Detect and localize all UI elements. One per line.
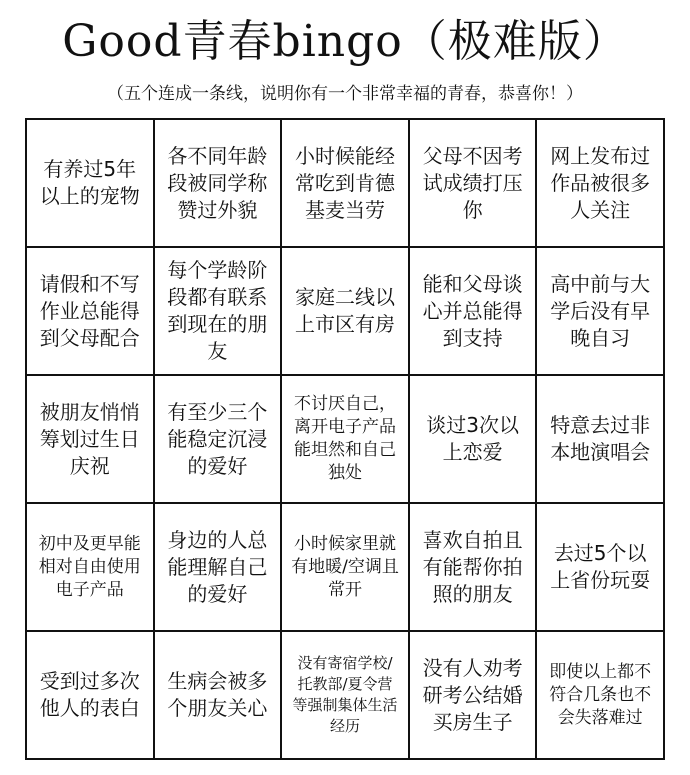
- bingo-cell-r1-c5: [537, 120, 663, 246]
- bingo-cell-text: 能和父母谈心并总能得到支持: [422, 271, 523, 350]
- page-subtitle: （五个连成一条线，说明你有一个非常幸福的青春，恭喜你！）: [107, 84, 583, 104]
- bingo-cell-r5-c3: [282, 632, 408, 758]
- bingo-grid: [25, 118, 665, 760]
- bingo-cell-text: 即使以上都不符合几条也不会失落难过: [549, 661, 652, 728]
- bingo-cell-r3-c3: [282, 376, 408, 502]
- bingo-cell-text: 特意去过非本地演唱会: [550, 413, 651, 464]
- bingo-cell-r5-c1: [27, 632, 153, 758]
- bingo-cell-text: 有至少三个能稳定沉浸的爱好: [167, 399, 268, 478]
- bingo-cell-text: 家庭二线以上市区有房: [294, 285, 395, 336]
- bingo-cell-r1-c2: [155, 120, 281, 246]
- bingo-cell-r2-c2: [155, 248, 281, 374]
- bingo-cell-r3-c4: [410, 376, 536, 502]
- bingo-cell-text: 生病会被多个朋友关心: [167, 669, 268, 720]
- bingo-cell-text: 受到过多次他人的表白: [39, 669, 140, 720]
- bingo-cell-text: 去过5个以上省份玩耍: [550, 541, 651, 592]
- bingo-cell-r3-c1: [27, 376, 153, 502]
- bingo-cell-r5-c5: [537, 632, 663, 758]
- bingo-cell-r1-c3: [282, 120, 408, 246]
- bingo-cell-text: 没有人劝考研考公结婚买房生子: [422, 655, 523, 734]
- bingo-cell-r5-c4: [410, 632, 536, 758]
- bingo-cell-text: 被朋友悄悄筹划过生日庆祝: [39, 399, 140, 478]
- bingo-cell-text: 高中前与大学后没有早晚自习: [550, 271, 651, 350]
- bingo-cell-text: 小时候家里就有地暖/空调且常开: [291, 533, 399, 600]
- bingo-cell-text: 谈过3次以上恋爱: [426, 413, 519, 464]
- bingo-cell-r3-c5: [537, 376, 663, 502]
- bingo-cell-text: 身边的人总能理解自己的爱好: [167, 527, 268, 606]
- bingo-cell-text: 父母不因考试成绩打压你: [422, 143, 523, 222]
- bingo-cell-text: 喜欢自拍且有能帮你拍照的朋友: [422, 527, 523, 606]
- bingo-cell-text: 没有寄宿学校/托教部/夏令营等强制集体生活经历: [292, 654, 398, 735]
- bingo-cell-r1-c1: [27, 120, 153, 246]
- bingo-cell-text: 网上发布过作品被很多人关注: [550, 143, 651, 222]
- bingo-cell-r4-c4: [410, 504, 536, 630]
- bingo-cell-r4-c2: [155, 504, 281, 630]
- bingo-cell-r2-c1: [27, 248, 153, 374]
- bingo-cell-text: 不讨厌自己，离开电子产品能坦然和自己独处: [293, 394, 396, 483]
- bingo-cell-r2-c3: [282, 248, 408, 374]
- bingo-cell-text: 初中及更早能相对自由使用电子产品: [38, 533, 141, 600]
- bingo-cell-text: 各不同年龄段被同学称赞过外貌: [167, 143, 268, 222]
- bingo-cell-r2-c5: [537, 248, 663, 374]
- bingo-cell-r2-c4: [410, 248, 536, 374]
- bingo-cell-text: 有养过5年以上的宠物: [39, 157, 140, 208]
- bingo-cell-r4-c1: [27, 504, 153, 630]
- bingo-cell-text: 小时候能经常吃到肯德基麦当劳: [294, 143, 395, 222]
- bingo-cell-text: 请假和不写作业总能得到父母配合: [39, 271, 140, 350]
- bingo-cell-r1-c4: [410, 120, 536, 246]
- bingo-cell-r5-c2: [155, 632, 281, 758]
- page-title: Good青春bingo（极难版）: [62, 16, 628, 67]
- bingo-cell-text: 每个学龄阶段都有联系到现在的朋友: [167, 258, 268, 363]
- bingo-cell-r4-c3: [282, 504, 408, 630]
- bingo-cell-r4-c5: [537, 504, 663, 630]
- bingo-cell-r3-c2: [155, 376, 281, 502]
